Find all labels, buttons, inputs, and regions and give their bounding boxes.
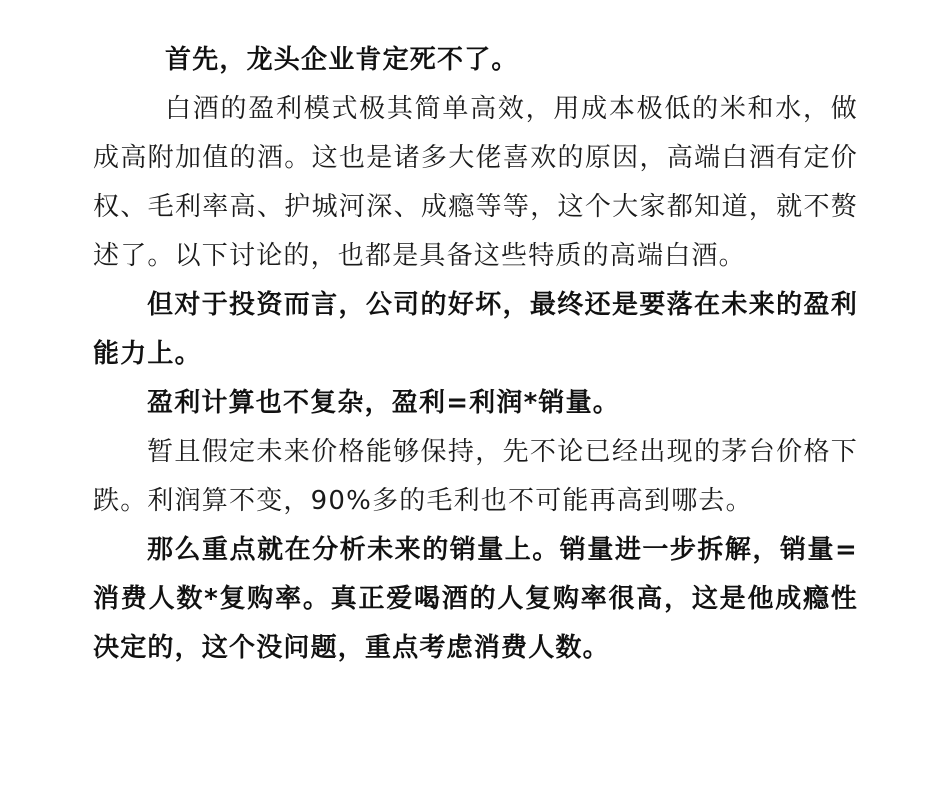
article-body (93, 36, 858, 673)
paragraph-5: 暂且假定未来价格能够保持，先不论已经出现的茅台价格下跌。利润算不变，90%多的毛利也不可能再高到哪去。 (93, 437, 858, 516)
paragraph-4: 盈利计算也不复杂，盈利=利润*销量。 (147, 388, 620, 418)
paragraph-3: 但对于投资而言，公司的好坏，最终还是要落在未来的盈利能力上。 (93, 290, 858, 369)
paragraph-1: 首先，龙头企业肯定死不了。 (165, 45, 519, 75)
paragraph-6: 那么重点就在分析未来的销量上。销量进一步拆解，销量=消费人数*复购率。真正爱喝酒的人复购率很高，这是他成瘾性决定的，这个没问题，重点考虑消费人数。 (93, 535, 858, 663)
paragraph-2: 白酒的盈利模式极其简单高效，用成本极低的米和水，做成高附加值的酒。这也是诸多大佬喜欢的原因，高端白酒有定价权、毛利率高、护城河深、成瘾等等，这个大家都知道，就不赘述了。以下讨论的，也都是具备这些特质的高端白酒。 (93, 94, 858, 271)
